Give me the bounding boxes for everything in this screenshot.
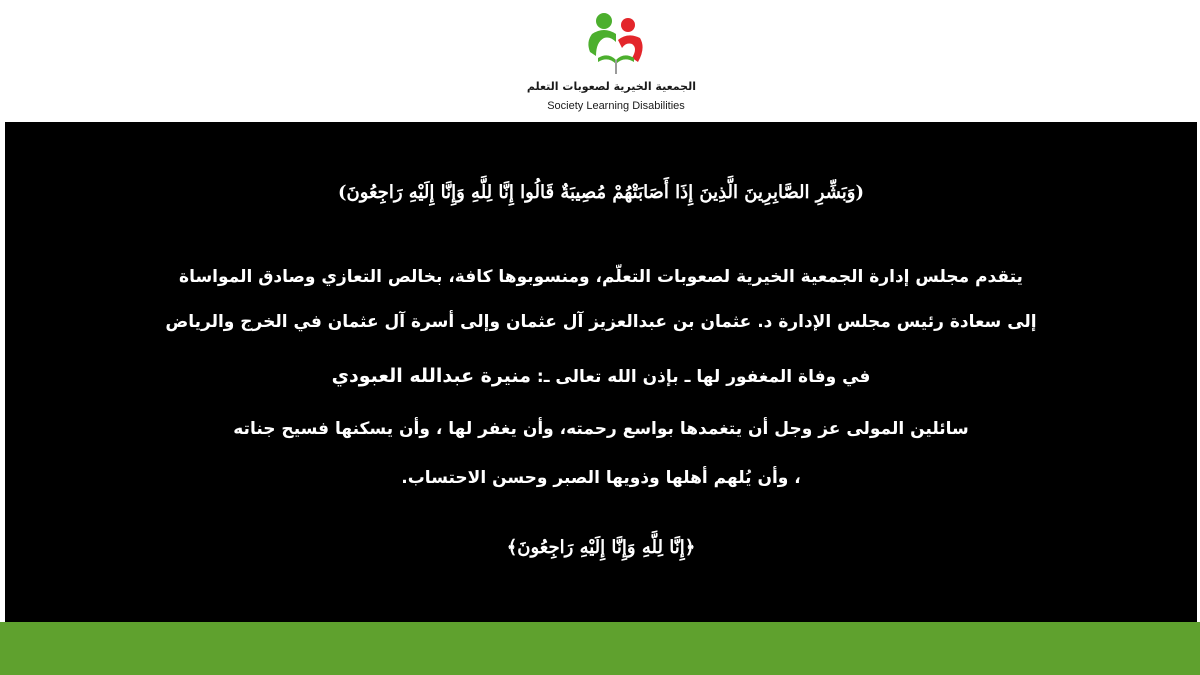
condolence-line-4: سائلين المولى عز وجل أن يتغمدها بواسع رحمته، وأن يغفر لها ، وأن يسكنها فسيح جناته (233, 419, 969, 439)
logo-arabic-name: الجمعية الخيرية لصعوبات التعلم (526, 80, 696, 93)
logo-emblem-icon (582, 12, 650, 76)
condolence-line-1: يتقدم مجلس إدارة الجمعية الخيرية لصعوبات التعلّم، ومنسوبوها كافة، بخالص التعازي وصادق المواساة (179, 267, 1023, 287)
condolence-line-5: ، وأن يُلهم أهلها وذويها الصبر وحسن الاحتساب. (401, 468, 801, 488)
footer-green-band (0, 622, 1200, 675)
condolence-line-2: إلى سعادة رئيس مجلس الإدارة د. عثمان بن عبدالعزيز آل عثمان وإلى أسرة آل عثمان في الخرج والرياض (165, 312, 1037, 332)
condolence-line-3 (5, 365, 1197, 387)
opening-verse: (وَبَشِّرِ الصَّابِرِينَ الَّذِينَ إِذَا أَصَابَتْهُمْ مُصِيبَةٌ قَالُوا إِنَّا لِلَّهِ وَإِنَّا إِلَيْهِ رَاجِعُونَ) (337, 182, 865, 203)
condolence-line-3-prefix: في وفاة المغفور لها ـ بإذن الله تعالى ـ: (536, 367, 871, 387)
closing-verse: ﴿إِنَّا لِلَّهِ وَإِنَّا إِلَيْهِ رَاجِعُونَ﴾ (506, 537, 696, 558)
logo-english-name: Society Learning Disabilities (547, 100, 685, 112)
deceased-name: منيرة عبدالله العبودي (331, 365, 531, 387)
condolence-panel (5, 122, 1197, 660)
organization-logo (526, 10, 696, 120)
